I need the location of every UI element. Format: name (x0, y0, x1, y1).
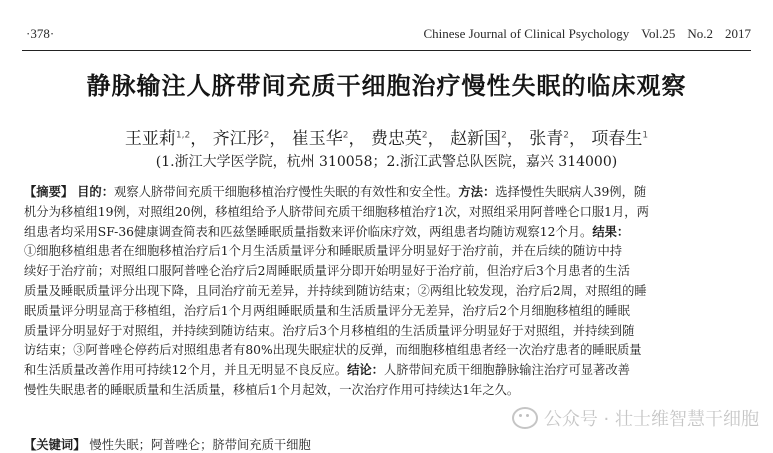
abstract-line: 访结束；③阿普唑仑停药后对照组患者有80%出现失眠症状的反弹，而细胞移植组患者经一次治疗患者的睡眠质量 (24, 343, 642, 358)
abstract (24, 183, 753, 401)
author: 崔玉华$^2$ (291, 129, 349, 149)
journal-year: 2017 (725, 26, 751, 41)
keywords-text: 慢性失眠；阿普唑仑；脐带间充质干细胞 (89, 438, 311, 452)
keywords-label: 【关键词】 (24, 438, 86, 452)
author: 项春生$^1$ (591, 129, 649, 149)
page-number: ·378· (26, 26, 55, 41)
abstract-line: ①细胞移植组患者在细胞移植治疗后1个月生活质量评分和睡眠质量评分明显好于治疗前，并在后续的随访中持 (24, 244, 623, 259)
header-rule (22, 50, 751, 51)
running-head (26, 26, 751, 46)
author: 张青$^2$ (529, 129, 569, 149)
abstract-line: 续好于治疗前；对照组口服阿普唑仑治疗后2周睡眠质量评分即开始明显好于治疗前，但治疗后3个月患者的生活 (24, 264, 630, 279)
abstract-line: 组患者均采用SF-36健康调查简表和匹兹堡睡眠质量指数来评价临床疗效，两组患者均随访观察12个月。结果： (24, 224, 630, 239)
objective-label: 目的： (77, 185, 115, 199)
author: 王亚莉$^{1,2}$ (124, 129, 191, 149)
keywords (24, 435, 311, 453)
paper-title: 静脉输注人脐带间充质干细胞治疗慢性失眠的临床观察 (86, 72, 687, 100)
method-label: 方法： (458, 185, 496, 199)
journal-name: Chinese Journal of Clinical Psychology (423, 26, 630, 41)
journal-info (423, 26, 751, 42)
watermark (512, 405, 759, 431)
journal-volume: Vol.25 (641, 26, 676, 41)
method-text: 选择慢性失眠病人39例，随 (495, 185, 647, 199)
conclusion-label: 结论： (347, 363, 384, 378)
result-label: 结果： (592, 224, 630, 239)
journal-issue: No.2 (687, 26, 713, 41)
abstract-line: 眠质量评分明显高于移植组，治疗后1个月两组睡眠质量和生活质量评分无差异，治疗后2个月细胞移植组的睡眠 (24, 303, 630, 318)
watermark-text: 公众号 · 壮士维智慧干细胞 (543, 409, 759, 430)
wechat-icon (512, 407, 538, 429)
author-list: 王亚莉$^{1,2}$， 齐江彤$^2$， 崔玉华$^2$， 费忠英$^2$， 赵新国$^2$， 张青$^2$， 项春生$^1$ (124, 129, 649, 149)
abstract-line (24, 183, 753, 203)
affiliations: (1.浙江大学医学院，杭州 310058；2.浙江武警总队医院，嘉兴 314000) (155, 154, 618, 170)
abstract-line: 机分为移植组19例，对照组20例，移植组给予人脐带间充质干细胞移植治疗1次，对照组采用阿普唑仑口服1月，两 (24, 204, 649, 219)
abstract-line: 质量及睡眠质量评分出现下降，且同治疗前无差异，并持续到随访结束；②两组比较发现，治疗后2周，对照组的睡 (24, 283, 647, 298)
abstract-label: 【摘要】 (24, 185, 74, 199)
abstract-line: 慢性失眠患者的睡眠质量和生活质量，移植后1个月起效，一次治疗作用可持续达1年之久。 (24, 382, 520, 397)
author: 赵新国$^2$ (450, 129, 507, 149)
abstract-line: 和生活质量改善作用可持续12个月，并且无明显不良反应。结论：人脐带间充质干细胞静脉输注治疗可显著改善 (24, 363, 630, 378)
author: 齐江彤$^2$ (212, 129, 270, 149)
abstract-line: 质量评分明显好于对照组，并持续到随访结束。治疗后3个月移植组的生活质量评分明显好于对照组，并持续到随 (24, 323, 635, 338)
author: 费忠英$^2$ (370, 129, 428, 149)
objective-text: 观察人脐带间充质干细胞移植治疗慢性失眠的有效性和安全性。 (114, 185, 459, 199)
